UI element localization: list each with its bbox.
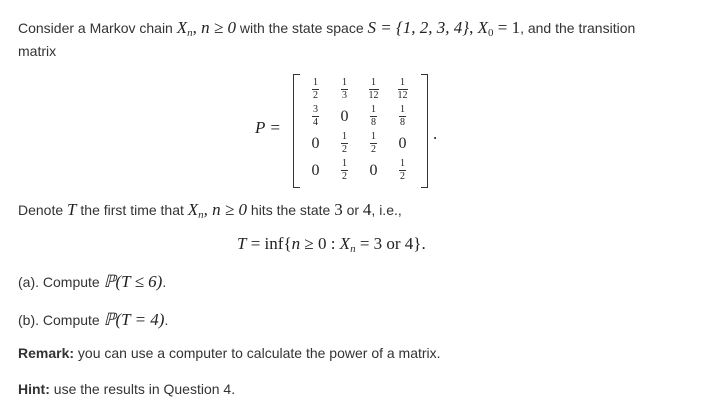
matrix-fraction — [399, 159, 406, 182]
hint-label: Hint: — [18, 381, 50, 397]
matrix-fraction — [341, 159, 348, 182]
def-ge: ≥ 0 : — [300, 234, 340, 253]
matrix-fraction — [369, 78, 379, 101]
def-n: n — [291, 234, 301, 253]
part-a-math: ℙ(T ≤ 6) — [103, 272, 163, 291]
fraction-numerator: 3 — [313, 104, 318, 115]
def-x: X — [339, 234, 351, 253]
fraction-numerator: 1 — [342, 77, 347, 88]
denote-text-3: hits the state — [247, 202, 335, 218]
denote-text-2: the first time that — [76, 202, 188, 218]
intro-text-1: Consider a Markov chain — [18, 20, 177, 36]
fraction-denominator: 2 — [342, 171, 347, 182]
fraction-numerator: 1 — [342, 131, 347, 142]
denote-condition: , n ≥ 0 — [203, 200, 248, 219]
denote-statement — [18, 200, 402, 220]
transition-matrix — [255, 72, 455, 190]
matrix-zero: 0 — [398, 134, 407, 152]
problem-intro-cont — [18, 43, 56, 59]
matrix-cell — [388, 130, 417, 157]
intro-state-space: S = {1, 2, 3, 4} — [367, 18, 470, 37]
denote-text-1: Denote — [18, 202, 68, 218]
intro-condition: n ≥ 0 — [201, 18, 236, 37]
problem-intro — [18, 18, 635, 38]
part-b — [18, 310, 168, 330]
fraction-denominator: 12 — [397, 90, 408, 101]
intro-comma: , — [192, 18, 202, 37]
fraction-numerator: 1 — [400, 158, 405, 169]
matrix-cell — [330, 130, 359, 157]
matrix-cell — [301, 76, 330, 103]
intro-x-sub: n — [187, 27, 193, 39]
denote-text-4: , i.e., — [371, 202, 402, 218]
part-b-suffix: . — [164, 312, 169, 328]
matrix-cell — [359, 157, 388, 184]
remark-text: you can use a computer to calculate the power of a matrix. — [74, 345, 441, 361]
fraction-denominator: 2 — [342, 144, 347, 155]
fraction-numerator: 1 — [371, 131, 376, 142]
def-rest: = 3 or 4}. — [355, 234, 426, 253]
matrix-fraction — [312, 105, 319, 128]
fraction-denominator: 2 — [371, 144, 376, 155]
fraction-numerator: 1 — [342, 158, 347, 169]
def-t: T — [237, 234, 247, 253]
fraction-numerator: 1 — [400, 104, 405, 115]
intro-x0-value: = 1 — [493, 18, 521, 37]
part-a-suffix: . — [162, 274, 167, 290]
matrix-zero: 0 — [311, 161, 320, 179]
part-b-prefix: (b). Compute — [18, 312, 104, 328]
matrix-label: P = — [255, 118, 281, 137]
fraction-denominator: 2 — [313, 90, 318, 101]
hitting-time-definition — [237, 234, 426, 254]
matrix-fraction — [399, 105, 406, 128]
fraction-denominator: 8 — [371, 117, 376, 128]
fraction-denominator: 3 — [342, 90, 347, 101]
matrix-row — [301, 130, 417, 157]
matrix-row — [301, 76, 417, 103]
matrix-cell — [359, 130, 388, 157]
remark-label: Remark: — [18, 345, 75, 361]
fraction-denominator: 8 — [400, 117, 405, 128]
intro-text-2: with the state space — [235, 20, 368, 36]
matrix-row — [301, 103, 417, 130]
matrix-row — [301, 157, 417, 184]
matrix-bracket-left — [293, 74, 300, 188]
def-x-sub: n — [350, 243, 356, 255]
matrix-cell — [388, 103, 417, 130]
matrix-cell — [359, 103, 388, 130]
matrix-cell — [301, 103, 330, 130]
matrix-period: . — [433, 124, 438, 143]
matrix-cell — [301, 157, 330, 184]
matrix-zero: 0 — [340, 107, 349, 125]
matrix-grid — [301, 76, 417, 184]
intro-sep: , — [469, 18, 478, 37]
intro-text-4: matrix — [18, 43, 57, 59]
matrix-cell — [330, 103, 359, 130]
fraction-denominator: 2 — [400, 171, 405, 182]
denote-state-4: 4 — [362, 200, 372, 219]
part-b-math: ℙ(T = 4) — [103, 310, 165, 329]
part-a — [18, 272, 166, 292]
fraction-numerator: 1 — [371, 104, 376, 115]
part-a-prefix: (a). Compute — [18, 274, 104, 290]
matrix-fraction — [398, 78, 408, 101]
intro-x0-sub: 0 — [487, 27, 494, 39]
matrix-fraction — [370, 105, 377, 128]
matrix-cell — [330, 76, 359, 103]
matrix-fraction — [341, 132, 348, 155]
denote-state-3: 3 — [334, 200, 343, 219]
hint-text: use the results in Question 4. — [49, 381, 236, 397]
hint — [18, 381, 235, 397]
fraction-numerator: 1 — [398, 78, 408, 90]
denote-x-sub: n — [198, 209, 204, 221]
denote-t: T — [67, 200, 77, 219]
matrix-zero: 0 — [369, 161, 378, 179]
matrix-cell — [388, 76, 417, 103]
matrix-fraction — [370, 132, 377, 155]
matrix-cell — [330, 157, 359, 184]
fraction-denominator: 12 — [368, 90, 379, 101]
matrix-cell — [359, 76, 388, 103]
intro-x0: X — [477, 18, 488, 37]
denote-x: X — [187, 200, 199, 219]
matrix-fraction — [312, 78, 319, 101]
intro-text-3: , and the transition — [520, 20, 636, 36]
def-inf: = inf{ — [246, 234, 292, 253]
matrix-fraction — [341, 78, 348, 101]
denote-or: or — [342, 202, 363, 218]
matrix-cell — [301, 130, 330, 157]
matrix-bracket-right — [421, 74, 428, 188]
fraction-numerator: 1 — [369, 78, 379, 90]
fraction-denominator: 4 — [313, 117, 318, 128]
intro-x: X — [176, 18, 188, 37]
fraction-numerator: 1 — [313, 77, 318, 88]
remark — [18, 345, 441, 361]
matrix-cell — [388, 157, 417, 184]
matrix-zero: 0 — [311, 134, 320, 152]
